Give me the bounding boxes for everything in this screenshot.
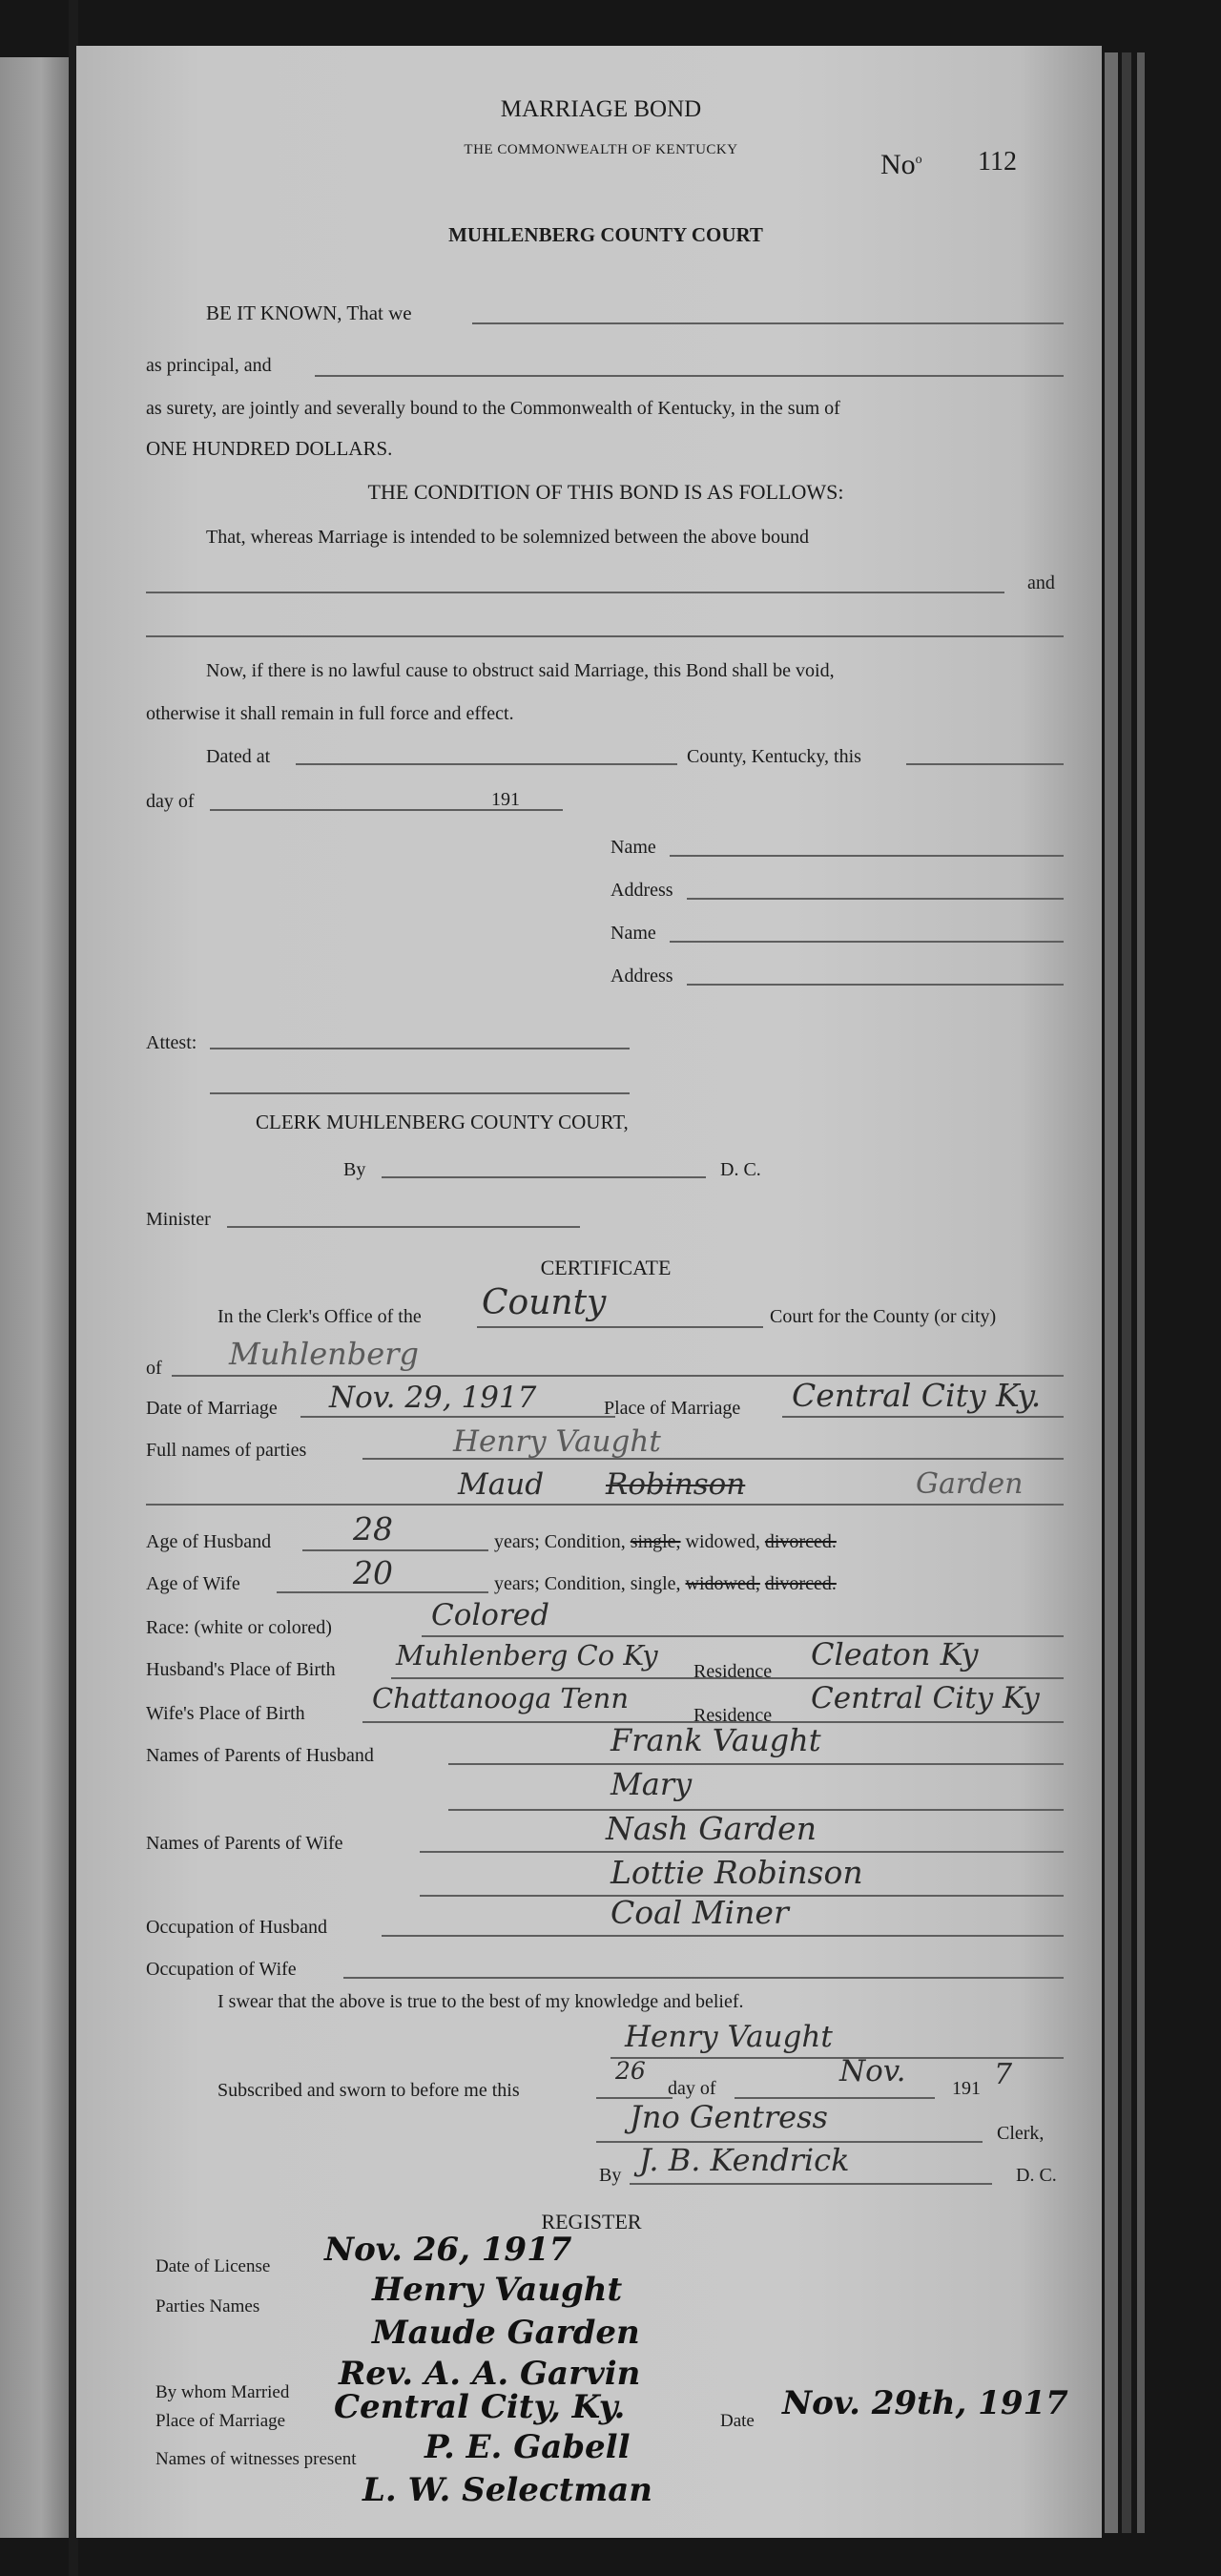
deputy-by-label: By <box>599 2165 622 2186</box>
place-of-marriage-label: Place of Marriage <box>604 1398 741 1419</box>
marriage-bond-document <box>76 46 1102 2538</box>
place-of-marriage-value: Central City Ky. <box>792 1377 1042 1414</box>
sworn-month-value: Nov. <box>839 2054 906 2088</box>
age-husband-label: Age of Husband <box>146 1531 272 1552</box>
clerks-office-label: In the Clerk's Office of the <box>217 1306 422 1327</box>
attest-line-2 <box>210 1092 630 1094</box>
wife-residence-value: Central City Ky <box>811 1681 1040 1715</box>
race-label: Race: (white or colored) <box>146 1617 332 1638</box>
adjacent-page <box>0 57 69 2538</box>
bond-sum: ONE HUNDRED DOLLARS. <box>146 437 393 460</box>
age-husband-line <box>302 1549 488 1551</box>
party-husband: Henry Vaught <box>372 2271 623 2309</box>
husband-signature: Henry Vaught <box>625 2020 833 2054</box>
sworn-day-of-label: day of <box>668 2078 716 2099</box>
parents-husband-father: Frank Vaught <box>610 1722 821 1758</box>
of-label: of <box>146 1358 162 1379</box>
deputy-dc-label: D. C. <box>1016 2165 1057 2186</box>
parents-husband-mother: Mary <box>610 1766 693 1802</box>
principal-name-line <box>472 322 1064 324</box>
age-wife-line <box>277 1591 488 1593</box>
day-of-label: day of <box>146 791 195 812</box>
document-subtitle: THE COMMONWEALTH OF KENTUCKY <box>464 142 738 157</box>
age-wife-label: Age of Wife <box>146 1573 240 1594</box>
dated-at-label: Dated at <box>206 746 271 767</box>
deputy-signature-line <box>630 2183 992 2185</box>
county-kentucky-label: County, Kentucky, this <box>687 746 861 767</box>
whereas-text: That, whereas Marriage is intended to be solemnized between the above bound <box>206 527 810 548</box>
number-label: No$^o$ <box>880 149 922 180</box>
minister-line <box>227 1226 580 1228</box>
and-text: and <box>1027 572 1055 593</box>
husband-residence-value: Cleaton Ky <box>811 1636 979 1672</box>
age-wife-value: 20 <box>353 1554 393 1591</box>
wife-residence-label: Residence <box>693 1705 773 1726</box>
bond-number: 112 <box>978 147 1017 177</box>
address-line-2 <box>687 984 1064 986</box>
certificate-heading: CERTIFICATE <box>540 1256 672 1279</box>
years-condition-text-wife: years; Condition, single, widowed, divorced. <box>494 1573 837 1594</box>
document-title: MARRIAGE BOND <box>500 96 702 122</box>
register-date-label: Date <box>720 2411 755 2431</box>
occupation-husband-value: Coal Miner <box>610 1894 789 1931</box>
full-name-wife-struck: Robinson <box>606 1467 746 1502</box>
clerks-office-line <box>477 1326 763 1328</box>
register-place-label: Place of Marriage <box>155 2411 286 2431</box>
full-force-text: otherwise it shall remain in full force and effect. <box>146 703 514 724</box>
parents-wife-mother: Lottie Robinson <box>610 1854 863 1891</box>
full-name-wife-first: Maud <box>458 1467 545 1502</box>
surety-name-line <box>315 375 1064 377</box>
by-whom-married-label: By whom Married <box>155 2382 290 2402</box>
by-label: By <box>343 1159 366 1180</box>
year-prefix: 191 <box>491 789 520 810</box>
register-place-value: Central City, Ky. <box>334 2388 626 2426</box>
page-edge <box>1137 52 1145 2533</box>
dated-at-line <box>296 763 677 765</box>
clerk-label: CLERK MUHLENBERG COUNTY COURT, <box>256 1111 629 1133</box>
husband-birth-value: Muhlenberg Co Ky <box>396 1639 658 1672</box>
wife-birth-value: Chattanooga Tenn <box>372 1682 630 1714</box>
of-county-value: Muhlenberg <box>229 1336 419 1372</box>
register-date-value: Nov. 29th, 1917 <box>782 2384 1068 2422</box>
sworn-day-value: 26 <box>615 2057 646 2085</box>
dc-label: D. C. <box>720 1159 761 1180</box>
clerk-signature: Jno Gentress <box>630 2099 828 2135</box>
name-line-1 <box>670 855 1064 857</box>
deputy-signature: J. B. Kendrick <box>639 2142 850 2178</box>
parents-wife-father: Nash Garden <box>606 1810 817 1847</box>
attest-label: Attest: <box>146 1032 197 1053</box>
parents-wife-label: Names of Parents of Wife <box>146 1833 343 1854</box>
principal-text: as principal, and <box>146 355 272 376</box>
full-names-label: Full names of parties <box>146 1440 307 1461</box>
oath-text: I swear that the above is true to the best of my knowledge and belief. <box>217 1991 744 2012</box>
occupation-husband-line <box>382 1935 1064 1937</box>
surety-text: as surety, are jointly and severally bound to the Commonwealth of Kentucky, in the sum of <box>146 398 840 419</box>
place-of-marriage-line <box>782 1416 1064 1418</box>
address-label-2: Address <box>610 966 673 987</box>
subscribed-text: Subscribed and sworn to before me this <box>217 2080 520 2101</box>
date-of-marriage-label: Date of Marriage <box>146 1398 278 1419</box>
name-label-2: Name <box>610 923 656 944</box>
clerks-office-value: County <box>482 1283 607 1322</box>
court-for-county-label: Court for the County (or city) <box>770 1306 997 1327</box>
name-label-1: Name <box>610 837 656 858</box>
name-line-2 <box>670 941 1064 943</box>
date-of-license-label: Date of License <box>155 2256 271 2276</box>
by-whom-married-value: Rev. A. A. Garvin <box>339 2355 641 2393</box>
years-condition-text: years; Condition, single, widowed, divorced. <box>494 1531 837 1552</box>
register-heading: REGISTER <box>541 2210 642 2233</box>
occupation-husband-label: Occupation of Husband <box>146 1917 327 1938</box>
witness-1: P. E. Gabell <box>424 2428 631 2466</box>
parties-names-label: Parties Names <box>155 2296 260 2316</box>
wife-birth-label: Wife's Place of Birth <box>146 1703 305 1724</box>
county-date-line <box>906 763 1064 765</box>
court-name: MUHLENBERG COUNTY COURT <box>448 223 763 246</box>
date-of-marriage-line <box>300 1416 615 1418</box>
deputy-line <box>382 1176 706 1178</box>
full-name-husband: Henry Vaught <box>453 1424 661 1459</box>
witness-2: L. W. Selectman <box>362 2471 653 2509</box>
husband-residence-label: Residence <box>693 1661 773 1682</box>
occupation-wife-label: Occupation of Wife <box>146 1959 297 1980</box>
minister-label: Minister <box>146 1209 211 1230</box>
occupation-wife-line <box>343 1977 1064 1979</box>
lawful-cause-text: Now, if there is no lawful cause to obstruct said Marriage, this Bond shall be void, <box>206 660 835 681</box>
condition-heading: THE CONDITION OF THIS BOND IS AS FOLLOWS: <box>367 480 844 504</box>
clerk-title: Clerk, <box>997 2123 1045 2144</box>
age-husband-value: 28 <box>353 1510 393 1548</box>
full-name-wife-last: Garden <box>916 1467 1024 1501</box>
full-names-line-2 <box>146 1504 1064 1506</box>
parents-husband-label: Names of Parents of Husband <box>146 1745 374 1766</box>
sworn-year-digit: 7 <box>994 2058 1013 2091</box>
address-line-1 <box>687 898 1064 900</box>
parents-wife-line <box>420 1851 1064 1853</box>
sworn-year-prefix: 191 <box>952 2078 981 2099</box>
date-of-marriage-value: Nov. 29, 1917 <box>329 1381 537 1415</box>
husband-birth-label: Husband's Place of Birth <box>146 1659 336 1680</box>
party-wife: Maude Garden <box>372 2314 640 2352</box>
race-value: Colored <box>431 1598 549 1632</box>
date-of-license-value: Nov. 26, 1917 <box>324 2231 572 2269</box>
address-label-1: Address <box>610 880 673 901</box>
page-edge <box>1122 52 1131 2533</box>
parents-husband-line <box>448 1763 1064 1765</box>
bound-party-line-2 <box>146 635 1064 637</box>
witnesses-label: Names of witnesses present <box>155 2449 357 2469</box>
page-edge <box>1105 52 1118 2533</box>
be-it-known-text: BE IT KNOWN, That we <box>206 301 412 324</box>
attest-line <box>210 1048 630 1049</box>
bound-party-line <box>146 592 1004 593</box>
